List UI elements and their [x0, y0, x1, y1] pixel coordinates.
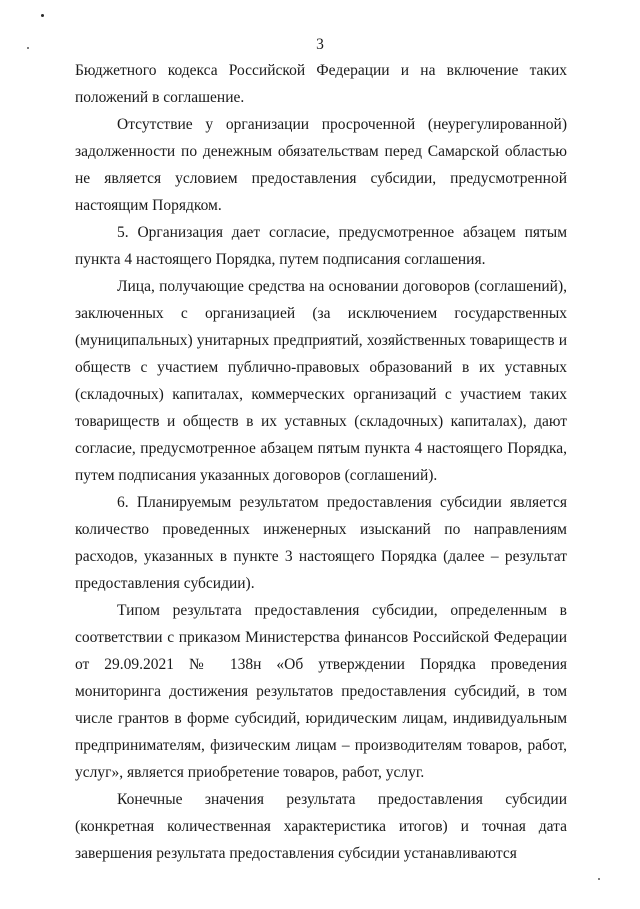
paragraph-item-5-consent: 5. Организация дает согласие, предусмотренное абзацем пятым пункта 4 настоящего Порядка, путем подписания соглашения. [75, 224, 567, 268]
scan-speck [41, 14, 44, 17]
paragraph-no-debt-condition: Отсутствие у организации просроченной (неурегулированной) задолженности по денежным обязательствам перед Самарской областью не является условием предоставления субсидии, предусмотренной настоящим Порядком. [75, 116, 567, 214]
paragraph-budget-code: Бюджетного кодекса Российской Федерации и на включение таких положений в соглашение. [75, 62, 567, 106]
paragraph-item-6-planned-result: 6. Планируемым результатом предоставления субсидии является количество проведенных инженерных изысканий по направлениям расходов, указанных в пункте 3 настоящего Порядка (далее – результат предоставления субсидии). [75, 494, 567, 592]
document-body [75, 57, 567, 867]
paragraph-final-values: Конечные значения результата предоставления субсидии (конкретная количественная характеристика итогов) и точная дата завершения результата предоставления субсидии устанавливаются [75, 791, 567, 862]
page-number: 3 [316, 36, 324, 53]
paragraph-result-type: Типом результата предоставления субсидии, определенным в соответствии с приказом Министерства финансов Российской Федерации от 29.09.2021 № 138н «Об утверждении Порядка проведения мониторинга достижения результатов предоставления субсидий, в том числе грантов в форме субсидий, юридическим лицам, индивидуальным предпринимателям, физическим лицам – производителям товаров, работ, услуг», является приобретение товаров, работ, услуг. [75, 602, 567, 781]
paragraph-contract-recipients: Лица, получающие средства на основании договоров (соглашений), заключенных с организацией (за исключением государственных (муниципальных) унитарных предприятий, хозяйственных товариществ и обществ с участием публично-правовых образований в их уставных (складочных) капиталах, коммерческих организаций с участием таких товариществ и обществ в их уставных (складочных) капиталах), дают согласие, предусмотренное абзацем пятым пункта 4 настоящего Порядка, путем подписания указанных договоров (соглашений). [75, 278, 567, 484]
scan-speck [598, 878, 600, 880]
